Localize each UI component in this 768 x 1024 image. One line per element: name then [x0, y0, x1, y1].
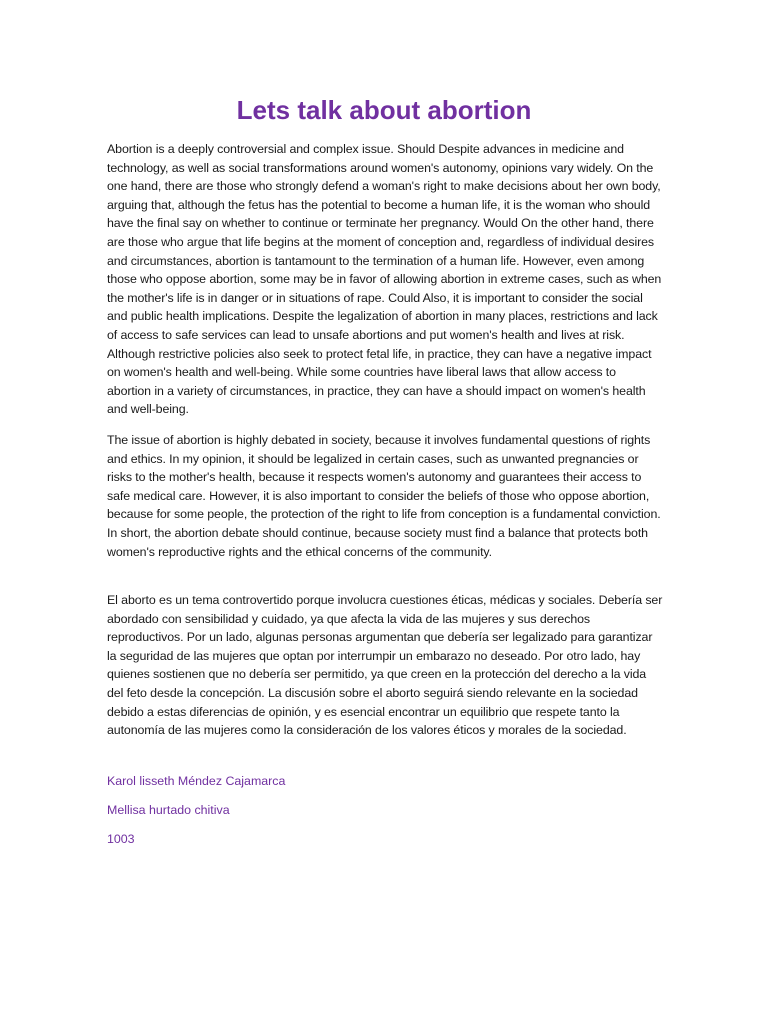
page-title: Lets talk about abortion [236, 95, 532, 125]
class-code: 1003 [107, 832, 135, 846]
paragraph-english-opinion: The issue of abortion is highly debated in society, because it involves fundamental questions of rights and ethics. In my opinion, it should be legalized in certain cases, such as unwanted pregnancies or risks to the mother's health, because it respects women's autonomy and guarantees their access to safe medical care. However, it is also important to consider the beliefs of those who oppose abortion, because for some people, the protection of the right to life from conception is a fundamental conviction. In short, the abortion debate should continue, because society must find a balance that protects both women's reproductive rights and the ethical concerns of the community. [107, 433, 661, 559]
paragraph-english-overview: Abortion is a deeply controversial and complex issue. Should Despite advances in medicine and technology, as well as social transformations around women's autonomy, opinions vary widely. On the one hand, there are those who strongly defend a woman's right to make decisions about her own body, arguing that, although the fetus has the potential to become a human life, it is the woman who should have the final say on whether to continue or terminate her pregnancy. Would On the other hand, there are those who argue that life begins at the moment of conception and, regardless of individual desires and circumstances, abortion is tantamount to the termination of a human life. However, even among those who oppose abortion, some may be in favor of allowing abortion in extreme cases, such as when the mother's life is in danger or in situations of rape. Could Also, it is important to consider the social and public health implications. Despite the legalization of abortion in many places, restrictions and lack of access to safe services can lead to unsafe abortions and put women's health and lives at risk. Although restrictive policies also seek to protect fetal life, in practice, they can have a negative impact on women's health and well-being. While some countries have liberal laws that allow access to abortion in a variety of circumstances, in practice, they can have a should impact on women's health and well-being. [107, 142, 662, 417]
paragraph-spanish: El aborto es un tema controvertido porque involucra cuestiones éticas, médicas y sociales. Debería ser abordado con sensibilidad y cuidado, ya que afecta la vida de las mujeres y sus derechos reproductivos. Por un lado, algunas personas argumentan que debería ser legalizado para garantizar la seguridad de las mujeres que optan por interrumpir un embarazo no deseado. Por otro lado, hay quienes sostienen que no debería ser permitido, ya que creen en la protección del derecho a la vida del feto desde la concepción. La discusión sobre el aborto seguirá siendo relevante en la sociedad debido a estas diferencias de opinión, y es esencial encontrar un equilibrio que respete tanto la autonomía de las mujeres como la consideración de los valores éticos y morales de la sociedad. [107, 593, 663, 738]
author-name-2: Mellisa hurtado chitiva [107, 803, 230, 817]
author-name-1: Karol lisseth Méndez Cajamarca [107, 774, 286, 788]
